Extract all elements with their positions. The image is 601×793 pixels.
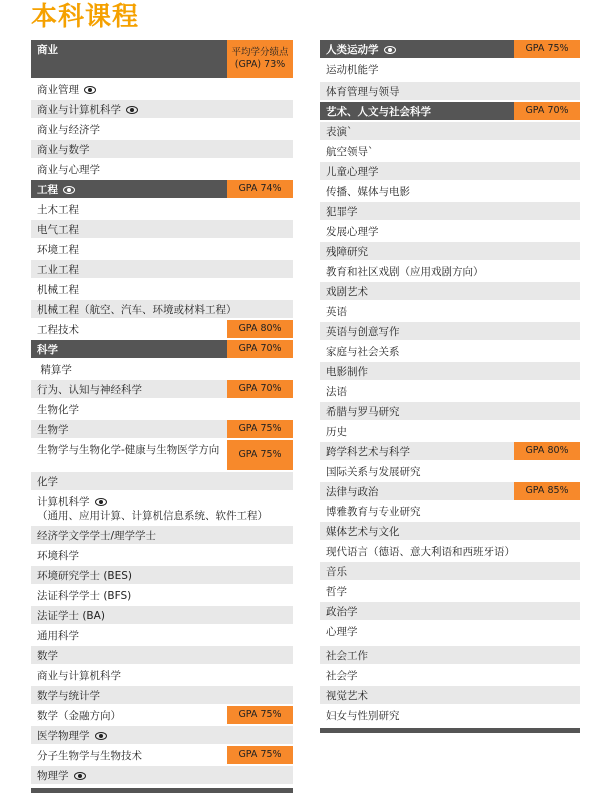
program-row [320, 502, 580, 522]
category-name: 艺术、人文与社会科学 [326, 106, 431, 118]
program-row [320, 666, 580, 686]
program-name: 儿童心理学 [326, 166, 379, 178]
program-name: 哲学 [326, 586, 347, 598]
program-name: 历史 [326, 426, 347, 438]
program-row [320, 342, 580, 362]
program-name: 生物学 [37, 424, 69, 436]
program-name: 工业工程 [37, 264, 79, 276]
program-name: 工程技术 [37, 324, 79, 336]
right-program-list [320, 40, 580, 733]
program-name: 数学与统计学 [37, 690, 100, 702]
program-name: 医学物理学 [31, 726, 293, 744]
program-name: 音乐 [326, 566, 347, 578]
program-row [31, 606, 293, 626]
program-name: 妇女与性别研究 [326, 710, 400, 722]
program-name: 跨学科艺术与科学 [326, 446, 410, 458]
program-row [320, 302, 580, 322]
program-name: 电影制作 [326, 366, 368, 378]
program-row [320, 402, 580, 422]
eye-icon [95, 732, 107, 740]
program-row [320, 482, 580, 502]
program-row [320, 182, 580, 202]
program-name: 数学 [37, 650, 58, 662]
program-name: 体育管理与领导 [326, 86, 400, 98]
program-name: 传播、媒体与电影 [326, 186, 410, 198]
program-name: 机械工程 [37, 284, 79, 296]
program-row [31, 492, 293, 526]
program-name: 法律与政治 [326, 486, 379, 498]
category-name: 商业 [37, 44, 58, 56]
program-name: 社会工作 [326, 650, 368, 662]
program-row [320, 522, 580, 542]
program-row [320, 142, 580, 162]
program-name: 政治学 [326, 606, 358, 618]
program-row [31, 726, 293, 746]
program-row [31, 646, 293, 666]
program-name: 机械工程（航空、汽车、环境或材料工程） [37, 304, 237, 316]
category-header [320, 102, 580, 122]
program-row [320, 686, 580, 706]
gpa-badge: 平均学分绩点 (GPA) 73% [227, 40, 293, 78]
gpa-badge: GPA 75% [514, 40, 580, 58]
program-row [31, 526, 293, 546]
program-name: 博雅教育与专业研究 [326, 506, 421, 518]
program-name: 化学 [37, 476, 58, 488]
program-row [31, 472, 293, 492]
program-row [31, 120, 293, 140]
gpa-badge: GPA 75% [227, 706, 293, 724]
program-row [320, 622, 580, 646]
eye-icon [63, 186, 75, 194]
program-row [31, 440, 293, 472]
program-name: 商业与经济学 [37, 124, 100, 136]
gpa-badge: GPA 70% [227, 340, 293, 358]
program-name: 国际关系与发展研究 [326, 466, 421, 478]
program-name: 英语 [326, 306, 347, 318]
program-row [31, 280, 293, 300]
program-row [31, 240, 293, 260]
program-row [31, 626, 293, 646]
program-row [320, 382, 580, 402]
program-row [31, 140, 293, 160]
program-row [320, 60, 580, 82]
program-row [31, 200, 293, 220]
program-row [320, 442, 580, 462]
program-name: 发展心理学 [326, 226, 379, 238]
program-name: 数学（金融方向） [37, 710, 121, 722]
column-end-bar [31, 788, 293, 793]
program-row [320, 82, 580, 102]
program-row [320, 706, 580, 726]
gpa-badge: GPA 75% [227, 746, 293, 764]
program-row [31, 160, 293, 180]
eye-icon [74, 772, 86, 780]
gpa-badge: GPA 70% [227, 380, 293, 398]
program-name: 经济学文学学士/理学学士 [37, 530, 157, 542]
program-row [320, 262, 580, 282]
program-row [31, 220, 293, 240]
gpa-badge: GPA 74% [227, 180, 293, 198]
eye-icon [84, 86, 96, 94]
program-name: 精算学 [37, 364, 72, 376]
gpa-badge: GPA 75% [227, 440, 293, 470]
program-name: 航空领导` [326, 146, 374, 158]
program-row [320, 322, 580, 342]
program-name: 家庭与社会关系 [326, 346, 400, 358]
program-name: 商业管理 [31, 80, 293, 98]
program-name: 现代语言（德语、意大利语和西班牙语） [326, 546, 515, 558]
program-row [320, 282, 580, 302]
program-row [31, 766, 293, 786]
gpa-badge: GPA 75% [227, 420, 293, 438]
program-name: 分子生物学与生物技术 [37, 750, 142, 762]
program-name: 希腊与罗马研究 [326, 406, 400, 418]
program-name: 生物学与生物化学-健康与生物医学方向 [37, 444, 220, 456]
category-name: 工程 [31, 180, 223, 198]
gpa-badge: GPA 70% [514, 102, 580, 120]
program-row [31, 586, 293, 606]
gpa-badge: GPA 85% [514, 482, 580, 500]
program-row [31, 666, 293, 686]
program-name: 物理学 [31, 766, 293, 784]
program-row [31, 100, 293, 120]
program-name: 环境科学 [37, 550, 79, 562]
program-name: 商业与心理学 [37, 164, 100, 176]
program-row [31, 566, 293, 586]
program-name: 残障研究 [326, 246, 368, 258]
program-row [31, 320, 293, 340]
category-header [31, 180, 293, 200]
program-row [31, 706, 293, 726]
program-row [31, 746, 293, 766]
program-row [320, 602, 580, 622]
program-name: 电气工程 [37, 224, 79, 236]
program-name: 英语与创意写作 [326, 326, 400, 338]
program-row [320, 542, 580, 562]
program-name: 生物化学 [37, 404, 79, 416]
category-name: 科学 [37, 344, 58, 356]
program-name: 媒体艺术与文化 [326, 526, 400, 538]
program-row [320, 582, 580, 602]
program-name: 社会学 [326, 670, 358, 682]
program-name: 通用科学 [37, 630, 79, 642]
page-title: 本科课程 [31, 2, 140, 32]
program-name: 行为、认知与神经科学 [37, 384, 142, 396]
program-row [31, 80, 293, 100]
program-row [31, 546, 293, 566]
program-row [320, 122, 580, 142]
program-name: 犯罪学 [326, 206, 358, 218]
program-row [31, 420, 293, 440]
gpa-badge: GPA 80% [227, 320, 293, 338]
program-row [320, 646, 580, 666]
program-name: 戏剧艺术 [326, 286, 368, 298]
program-row [320, 422, 580, 442]
program-name: 商业与计算机科学 [37, 670, 121, 682]
program-row [31, 400, 293, 420]
program-name: 法证学士 (BA) [37, 610, 105, 622]
program-name: 心理学 [326, 626, 358, 638]
program-row [31, 360, 293, 380]
program-name: 土木工程 [37, 204, 79, 216]
program-row [320, 162, 580, 182]
program-name: 视觉艺术 [326, 690, 368, 702]
program-row [320, 462, 580, 482]
category-header [320, 40, 580, 60]
program-row [320, 242, 580, 262]
program-row [320, 222, 580, 242]
column-end-bar [320, 728, 580, 733]
eye-icon [384, 46, 396, 54]
category-header [31, 340, 293, 360]
program-row [31, 260, 293, 280]
program-row [320, 362, 580, 382]
program-name: 商业与数学 [37, 144, 90, 156]
program-row [320, 202, 580, 222]
left-program-list [31, 40, 293, 793]
program-row [31, 686, 293, 706]
program-row [31, 380, 293, 400]
program-name: 法语 [326, 386, 347, 398]
program-name: 法证科学学士 (BFS) [37, 590, 132, 602]
gpa-badge: GPA 80% [514, 442, 580, 460]
program-name: 计算机科学 （通用、应用计算、计算机信息系统、软件工程） [37, 496, 268, 522]
eye-icon [126, 106, 138, 114]
program-row [320, 562, 580, 582]
program-name: 商业与计算机科学 [31, 100, 293, 118]
category-header [31, 40, 293, 80]
category-name: 人类运动学 [320, 40, 510, 58]
program-row [31, 300, 293, 320]
program-name: 教育和社区戏剧（应用戏剧方向） [326, 266, 484, 278]
program-name: 运动机能学 [326, 64, 379, 76]
eye-icon [95, 498, 107, 506]
program-name: 环境工程 [37, 244, 79, 256]
program-name: 表演` [326, 126, 353, 138]
program-name: 环境研究学士 (BES) [37, 570, 133, 582]
